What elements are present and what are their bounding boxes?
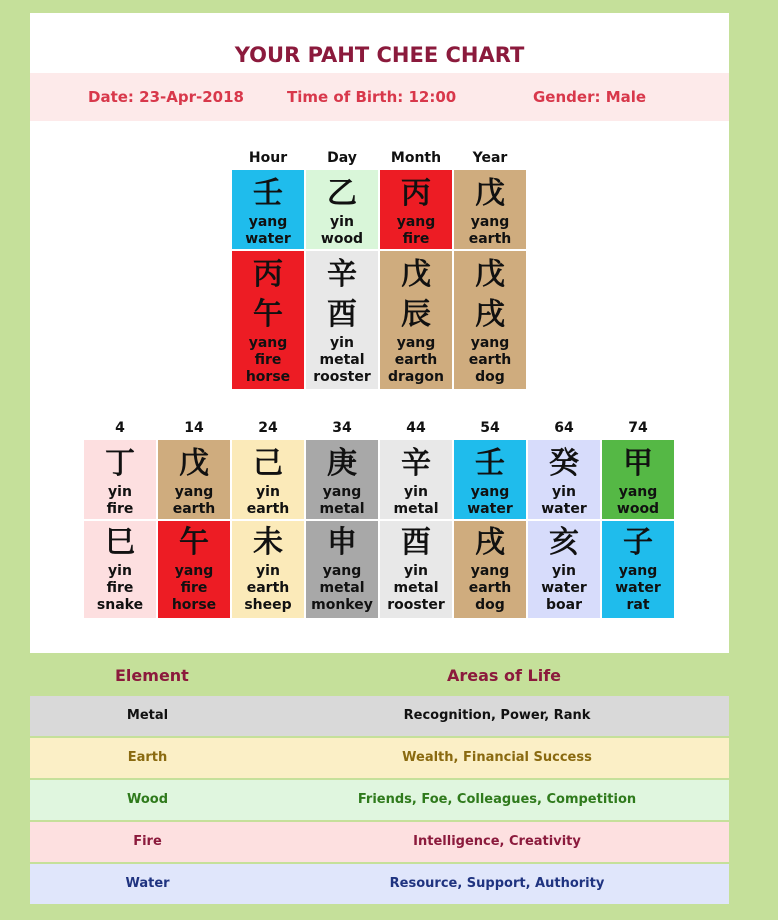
hidden-stem-glyph: 辛 [327,257,357,292]
element-label: earth [246,580,290,596]
legend-element: Metal [126,708,169,723]
page-title: YOUR PAHT CHEE CHART [234,43,525,67]
element-label: wood [320,231,364,247]
pillar-header-year: Year [472,150,508,166]
luck-stem [306,440,378,519]
element-label: fire [402,231,430,247]
branch-glyph: 酉 [401,525,431,560]
luck-age: 44 [406,420,426,436]
stem-glyph: 戊 [179,446,209,481]
animal-label: rooster [313,369,371,385]
branch-glyph: 亥 [549,525,579,560]
animal-label: boar [546,597,582,613]
legend-row-metal [30,696,729,736]
luck-branch [84,521,156,618]
luck-age: 4 [115,420,125,436]
pillar-branch-month [380,251,452,389]
polarity-label: yang [322,484,362,500]
branch-glyph: 午 [179,525,209,560]
polarity-label: yin [552,484,576,500]
pillar-stem-year [454,170,526,249]
element-label: metal [319,352,365,368]
branch-glyph: 午 [253,297,283,332]
legend-row-wood [30,780,729,820]
stem-glyph: 庚 [327,446,357,481]
polarity-label: yang [470,335,510,351]
polarity-label: yang [396,214,436,230]
polarity-label: yin [404,484,428,500]
stem-glyph: 乙 [327,176,357,211]
legend-row-water [30,864,729,904]
polarity-label: yang [248,214,288,230]
legend-col-areas: Areas of Life [447,666,562,685]
luck-stem [158,440,230,519]
polarity-label: yang [396,335,436,351]
luck-age: 34 [332,420,352,436]
animal-label: monkey [311,597,373,613]
element-label: earth [468,580,512,596]
birth-info-bar [30,73,729,121]
luck-age: 24 [258,420,278,436]
legend-col-element: Element [115,666,189,685]
luck-age: 74 [628,420,648,436]
luck-branch [306,521,378,618]
animal-label: dragon [388,369,444,385]
animal-label: rat [626,597,650,613]
element-label: earth [246,501,290,517]
polarity-label: yin [108,484,132,500]
luck-age: 14 [184,420,204,436]
luck-pillars [84,418,676,620]
pillar-stem-hour [232,170,304,249]
pillar-header-hour: Hour [248,150,288,166]
luck-stem [528,440,600,519]
polarity-label: yang [322,563,362,579]
luck-branch [232,521,304,618]
element-label: earth [172,501,216,517]
luck-stem [602,440,674,519]
stem-glyph: 癸 [549,446,579,481]
legend-areas: Resource, Support, Authority [389,876,605,891]
legend-areas: Wealth, Financial Success [402,750,592,765]
legend-areas: Friends, Foe, Colleagues, Competition [357,792,637,807]
polarity-label: yang [470,563,510,579]
element-label: water [541,580,587,596]
stem-glyph: 壬 [253,176,283,211]
legend-areas: Recognition, Power, Rank [403,708,591,723]
pillar-branch-year [454,251,526,389]
element-label: metal [319,580,365,596]
element-label: earth [394,352,438,368]
luck-stem [380,440,452,519]
legend-element: Earth [127,750,168,765]
element-label: metal [393,580,439,596]
animal-label: snake [96,597,144,613]
animal-label: horse [171,597,217,613]
luck-stem [454,440,526,519]
branch-glyph: 未 [253,525,283,560]
branch-glyph: 辰 [401,297,431,332]
branch-glyph: 申 [327,525,357,560]
branch-glyph: 子 [623,525,653,560]
branch-glyph: 酉 [327,297,357,332]
stem-glyph: 丁 [105,446,135,481]
legend-element: Water [125,876,170,891]
element-legend-table [30,660,729,906]
polarity-label: yin [404,563,428,579]
stem-glyph: 己 [253,446,283,481]
luck-branch [528,521,600,618]
polarity-label: yin [330,214,354,230]
polarity-label: yang [470,214,510,230]
pillar-stem-month [380,170,452,249]
hidden-stem-glyph: 戊 [475,257,505,292]
pillar-branch-hour [232,251,304,389]
luck-branch [158,521,230,618]
animal-label: dog [475,597,505,613]
luck-stem [232,440,304,519]
four-pillars [232,148,528,391]
legend-element: Wood [126,792,169,807]
birth-time: Time of Birth: 12:00 [287,88,457,106]
element-label: metal [319,501,365,517]
pillar-branch-day [306,251,378,389]
luck-branch [602,521,674,618]
legend-row-earth [30,738,729,778]
element-label: earth [468,352,512,368]
branch-glyph: 巳 [105,525,135,560]
birth-date: Date: 23-Apr-2018 [88,88,244,106]
animal-label: dog [475,369,505,385]
polarity-label: yin [256,484,280,500]
hidden-stem-glyph: 丙 [253,257,283,292]
element-label: fire [180,580,208,596]
element-label: fire [254,352,282,368]
luck-age: 64 [554,420,574,436]
element-label: wood [616,501,660,517]
gender: Gender: Male [533,88,647,106]
animal-label: rooster [387,597,445,613]
element-label: metal [393,501,439,517]
element-label: water [467,501,513,517]
luck-branch [454,521,526,618]
luck-age: 54 [480,420,500,436]
polarity-label: yang [470,484,510,500]
polarity-label: yang [618,563,658,579]
legend-row-fire [30,822,729,862]
element-label: water [245,231,291,247]
element-label: water [615,580,661,596]
animal-label: horse [245,369,291,385]
polarity-label: yin [552,563,576,579]
branch-glyph: 戌 [475,297,505,332]
pillar-header-month: Month [390,150,442,166]
polarity-label: yang [174,563,214,579]
legend-header [30,660,729,696]
stem-glyph: 辛 [401,446,431,481]
stem-glyph: 丙 [401,176,431,211]
element-label: fire [106,501,134,517]
legend-areas: Intelligence, Creativity [413,834,581,849]
element-label: earth [468,231,512,247]
polarity-label: yin [108,563,132,579]
polarity-label: yang [248,335,288,351]
stem-glyph: 戊 [475,176,505,211]
pillar-header-day: Day [327,150,357,166]
stem-glyph: 壬 [475,446,505,481]
element-label: water [541,501,587,517]
legend-element: Fire [133,834,162,849]
polarity-label: yin [330,335,354,351]
polarity-label: yin [256,563,280,579]
element-label: fire [106,580,134,596]
polarity-label: yang [174,484,214,500]
animal-label: sheep [244,597,292,613]
pillar-stem-day [306,170,378,249]
hidden-stem-glyph: 戊 [401,257,431,292]
branch-glyph: 戌 [475,525,505,560]
polarity-label: yang [618,484,658,500]
luck-stem [84,440,156,519]
stem-glyph: 甲 [623,446,653,481]
luck-branch [380,521,452,618]
chart-card [30,13,729,653]
